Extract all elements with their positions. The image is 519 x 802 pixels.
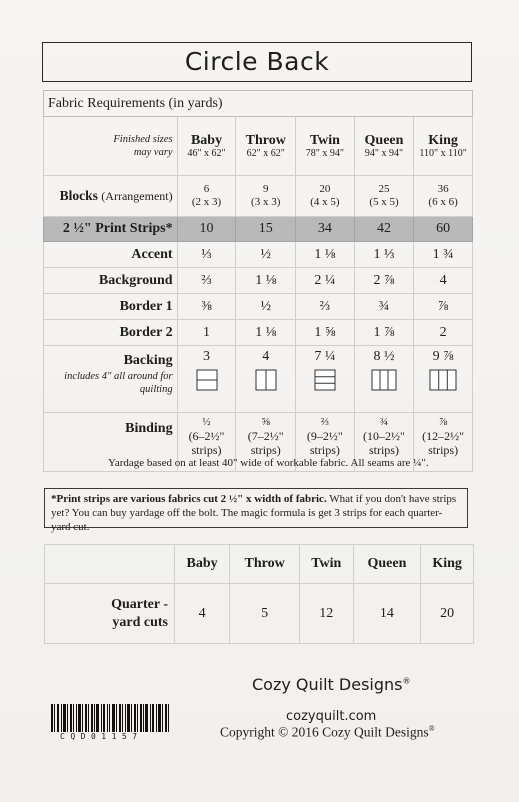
binding-strips-end: strips)	[368, 443, 399, 457]
blocks-label-sub: (Arrangement)	[101, 189, 173, 203]
block-count: 9	[262, 183, 269, 195]
backing-3v-icon	[371, 369, 397, 391]
accent-value: 1 ⅛	[295, 242, 354, 268]
binding-label: Binding	[125, 421, 173, 436]
binding-strips-end: strips)	[428, 443, 459, 457]
quarter-yard-table	[44, 544, 474, 644]
brand-name	[252, 675, 410, 694]
background-value: ⅔	[177, 268, 236, 294]
copyright-text: Copyright © 2016 Cozy Quilt Designs	[220, 724, 429, 740]
background-label: Background	[44, 268, 178, 294]
brand-text: Cozy Quilt Designs	[252, 675, 403, 694]
size-dim: 94" x 94"	[364, 147, 404, 159]
size-header-queen	[354, 117, 413, 176]
finished-note-line-2: may vary	[133, 147, 173, 158]
quarter-header: Twin	[300, 545, 354, 584]
backing-value: 4	[262, 349, 270, 364]
size-name: Twin	[309, 132, 340, 148]
backing-value: 9 ⅞	[432, 349, 454, 364]
size-header-throw	[236, 117, 296, 176]
blocks-cell	[177, 176, 236, 217]
size-header-baby	[177, 117, 236, 176]
barcode-number: CQD01157	[60, 732, 143, 741]
quarter-value: 5	[230, 584, 300, 644]
copyright-registered-mark: ®	[428, 724, 435, 733]
binding-yards: ½	[202, 416, 211, 428]
website-link[interactable]: cozyquilt.com	[286, 709, 377, 724]
backing-row	[44, 346, 473, 413]
accent-label: Accent	[44, 242, 178, 268]
registered-mark: ®	[402, 676, 411, 686]
blocks-cell	[414, 176, 473, 217]
blocks-cell	[295, 176, 354, 217]
binding-strips-end: strips)	[250, 443, 281, 457]
binding-strips: (12–2½"	[422, 429, 465, 443]
binding-strips-end: strips)	[191, 443, 222, 457]
accent-value: 1 ⅓	[354, 242, 413, 268]
backing-value: 7 ¼	[314, 349, 336, 364]
backing-sub-label: includes 4" all around for quilting	[64, 371, 173, 395]
size-name: Queen	[364, 132, 404, 148]
block-arrangement: (5 x 5)	[369, 196, 399, 208]
blocks-cell	[236, 176, 296, 217]
border1-value: ⅞	[414, 294, 473, 320]
backing-cell	[177, 346, 236, 413]
size-dim: 46" x 62"	[187, 147, 226, 159]
backing-2h-icon	[196, 369, 218, 391]
block-count: 6	[203, 183, 210, 195]
binding-yards: ⅝	[261, 416, 270, 428]
backing-cell	[354, 346, 413, 413]
size-name: King	[428, 132, 458, 148]
requirements-heading: Fabric Requirements (in yards)	[44, 91, 473, 117]
block-count: 20	[319, 183, 331, 195]
print-strips-label: 2 ½" Print Strips*	[44, 217, 178, 242]
print-strips-row	[44, 217, 473, 242]
blocks-label	[44, 176, 178, 217]
backing-value: 8 ½	[373, 349, 395, 364]
binding-yards: ⅔	[320, 416, 329, 428]
border2-label: Border 2	[44, 320, 178, 346]
block-count: 25	[378, 183, 390, 195]
backing-2v-icon	[255, 369, 277, 391]
finished-note-line-1: Finished sizes	[113, 134, 173, 145]
backing-3v-icon	[429, 369, 457, 391]
backing-cell	[236, 346, 296, 413]
yardage-note: Yardage based on at least 40" wide of workable fabric. All seams are ¼".	[108, 457, 429, 469]
border2-value: 1	[177, 320, 236, 346]
size-name: Baby	[190, 132, 223, 148]
border1-label: Border 1	[44, 294, 178, 320]
border1-value: ⅔	[295, 294, 354, 320]
size-name: Throw	[245, 132, 286, 148]
background-value: 4	[414, 268, 473, 294]
quarter-header: Baby	[175, 545, 230, 584]
background-value: 2 ⅞	[354, 268, 413, 294]
background-row	[44, 268, 473, 294]
pattern-title: Circle Back	[42, 42, 472, 82]
border2-value: 1 ⅝	[295, 320, 354, 346]
quarter-header: Queen	[353, 545, 421, 584]
quarter-value: 12	[300, 584, 354, 644]
border1-row	[44, 294, 473, 320]
binding-strips: (6–2½"	[188, 429, 225, 443]
size-dim: 78" x 94"	[305, 147, 344, 159]
background-value: 1 ⅛	[236, 268, 296, 294]
blocks-cell	[354, 176, 413, 217]
barcode-icon	[51, 704, 169, 732]
border2-value: 1 ⅛	[236, 320, 296, 346]
finished-sizes-note	[44, 117, 178, 176]
size-header-king	[414, 117, 473, 176]
backing-label: Backing	[123, 353, 173, 368]
backing-3h-icon	[314, 369, 336, 391]
quarter-header: King	[421, 545, 474, 584]
quarter-header: Throw	[230, 545, 300, 584]
background-value: 2 ¼	[295, 268, 354, 294]
print-strips-value: 60	[414, 217, 473, 242]
binding-yards: ¾	[379, 416, 389, 428]
block-count: 36	[437, 183, 449, 195]
quarter-value: 4	[175, 584, 230, 644]
binding-strips: (9–2½"	[306, 429, 343, 443]
print-strips-note	[44, 488, 468, 533]
quarter-label-2: yard cuts	[112, 614, 168, 630]
print-strips-value: 34	[295, 217, 354, 242]
quarter-value: 14	[353, 584, 421, 644]
print-strips-value: 42	[354, 217, 413, 242]
block-arrangement: (2 x 3)	[191, 196, 222, 208]
quarter-label	[45, 584, 175, 644]
border1-value: ¾	[354, 294, 413, 320]
binding-yards: ⅞	[438, 416, 448, 428]
border2-value: 1 ⅞	[354, 320, 413, 346]
fabric-requirements-table	[43, 90, 473, 472]
accent-row	[44, 242, 473, 268]
print-strips-value: 15	[236, 217, 296, 242]
print-note-bold: *Print strips are various fabrics cut 2 ½" x width of fabric.	[51, 493, 327, 505]
backing-value: 3	[203, 349, 211, 364]
backing-cell	[295, 346, 354, 413]
accent-value: ½	[236, 242, 296, 268]
binding-strips-end: strips)	[309, 443, 340, 457]
blocks-label-text: Blocks	[59, 188, 98, 203]
border2-value: 2	[414, 320, 473, 346]
binding-strips: (10–2½"	[363, 429, 405, 443]
block-arrangement: (6 x 6)	[428, 196, 458, 208]
size-dim: 62" x 62"	[246, 147, 285, 159]
border2-row	[44, 320, 473, 346]
copyright-line	[220, 724, 435, 741]
accent-value: ⅓	[177, 242, 236, 268]
quarter-label-1: Quarter -	[111, 596, 168, 612]
border1-value: ⅜	[177, 294, 236, 320]
backing-label-cell	[44, 346, 178, 413]
size-dim: 110" x 110"	[419, 147, 467, 159]
border1-value: ½	[236, 294, 296, 320]
print-note-text: What if you don't have strips yet? You can buy yardage off the bolt. The magic formula is get 3 strips for each quarter-yard cut.	[51, 493, 457, 533]
block-arrangement: (4 x 5)	[310, 196, 340, 208]
quarter-value: 20	[421, 584, 474, 644]
print-strips-value: 10	[177, 217, 236, 242]
size-header-twin	[295, 117, 354, 176]
block-arrangement: (3 x 3)	[251, 196, 281, 208]
binding-strips: (7–2½"	[247, 429, 284, 443]
quarter-header-blank	[45, 545, 175, 584]
accent-value: 1 ¾	[414, 242, 473, 268]
backing-cell	[414, 346, 473, 413]
